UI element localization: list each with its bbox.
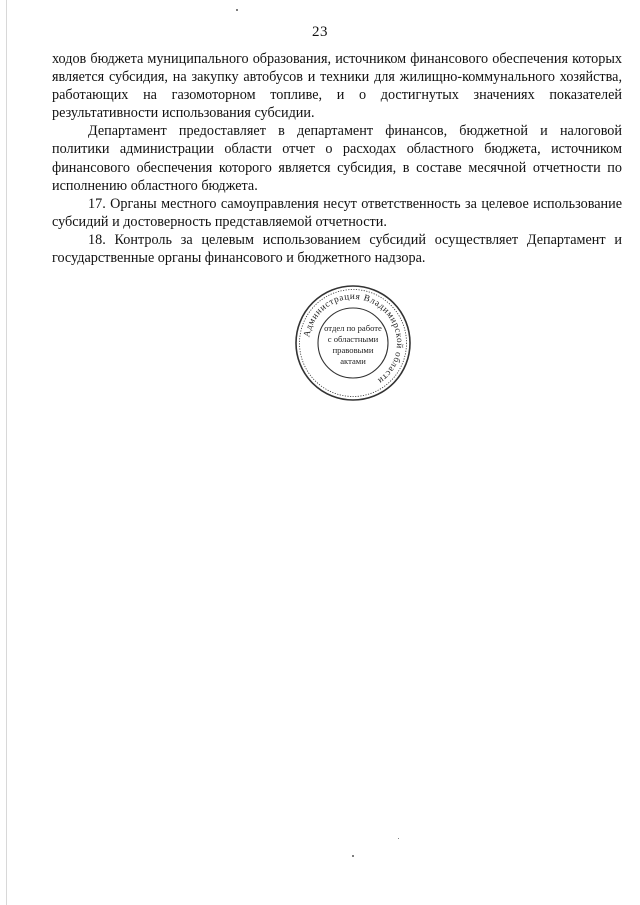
paragraph-continuation: ходов бюджета муниципального образования, источником финансового обеспечения которых является субсидия, на закупку автобусов и техники для жилищно-коммунального хозяйства, работающих на газомоторном топливе, и о достигнутых значениях показателей результативности использования субсидии.	[52, 51, 622, 122]
paragraph-item-17: 17. Органы местного самоуправления несут ответственность за целевое использование субсидий и достоверность представляемой отчетности.	[52, 195, 622, 230]
paragraph-department-report: Департамент предоставляет в департамент финансов, бюджетной и налоговой политики администрации области отчет о расходах областного бюджета, источником финансового обеспечения которого является субсидия, в составе месячной отчетности по исполнению областного бюджета.	[52, 123, 622, 194]
official-seal-stamp	[293, 283, 413, 403]
seal-center-line-3: правовыми	[332, 345, 374, 355]
scan-speck	[398, 838, 399, 839]
scan-speck	[352, 855, 354, 857]
seal-center-line-4: актами	[340, 356, 366, 366]
document-body	[52, 50, 622, 267]
seal-center-line-2: с областными	[327, 334, 379, 344]
seal-ring-text: Администрация Владимирской области	[301, 290, 406, 387]
paragraph-item-18: 18. Контроль за целевым использованием субсидий осуществляет Департамент и государственные органы финансового и бюджетного надзора.	[52, 231, 622, 267]
page-number: 23	[312, 24, 328, 40]
scan-edge-line	[6, 0, 7, 905]
seal-graphic	[293, 283, 413, 403]
seal-center-line-1: отдел по работе	[324, 323, 382, 333]
scan-speck	[236, 9, 238, 11]
